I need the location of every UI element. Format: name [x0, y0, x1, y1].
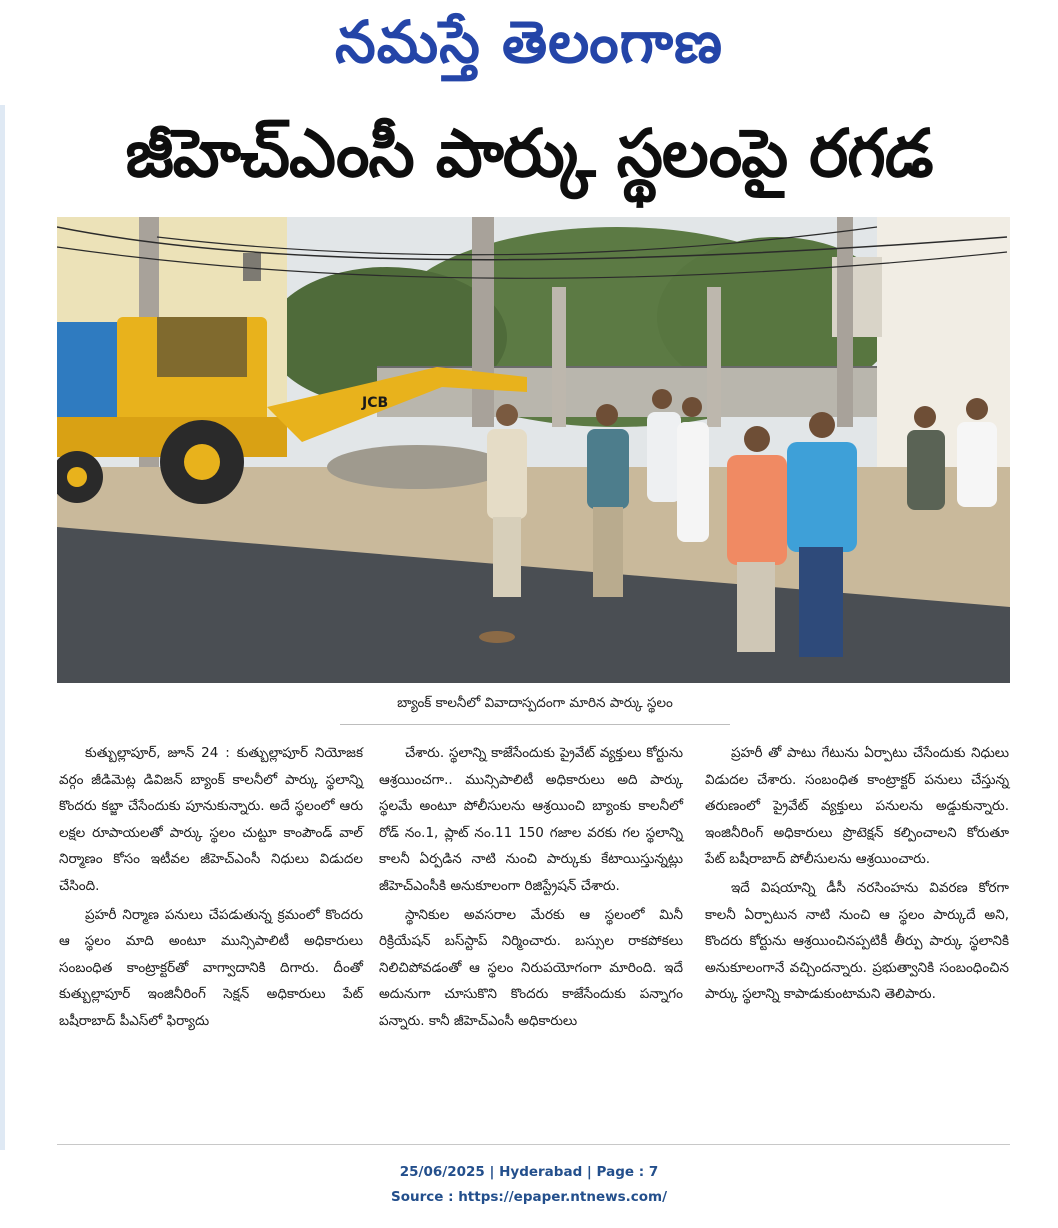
source-link[interactable]: Source : https://epaper.ntnews.com/ — [390, 1189, 668, 1205]
paragraph: కుత్బుల్లాపూర్, జూన్ 24 : కుత్బుల్లాపూర్ నియోజక వర్గం జీడిమెట్ల డివిజన్ బ్యాంక్ కాలనీలో పార్కు స్థలాన్ని కొందరు కబ్జా చేసేందుకు పూనుకున్నారు. అదే స్థలంలో ఆరు లక్షల రూపాయలతో పార్కు స్థలం చుట్టూ కాంపౌండ్ వాల్ నిర్మాణం కోసం ఇటీవల జీహెచ్ఎంసీ నిధులు విడుదల చేసింది. — [59, 745, 363, 894]
article-headline: జీహెచ్ఎంసీ పార్కు స్థలంపై రగడ — [125, 115, 933, 192]
page-footer — [0, 1160, 1058, 1210]
article-column-1 — [59, 740, 363, 1037]
footer-divider — [57, 1144, 1010, 1145]
paragraph: ప్రహరీ తో పాటు గేటును ఏర్పాటు చేసేందుకు నిధులు విడుదల చేశారు. సంబంధిత కాంట్రాక్టర్ పనులు చేస్తున్న తరుణంలో ప్రైవేట్ వ్యక్తులు పనులను అడ్డుకున్నారు. ఇంజినీరింగ్ అధికారులు ప్రొటెక్షన్ కల్పించాలని కోరుతూ పేట్ బషీరాబాద్ పోలీసులను ఆశ్రయించారు. — [705, 745, 1009, 868]
page-edge-strip — [0, 105, 5, 1150]
paragraph: స్థానికుల అవసరాల మేరకు ఆ స్థలంలో మినీ రిక్రియేషన్ బస్‌స్టాప్ నిర్మించారు. బస్సుల రాకపోకలు నిలిచిపోవడంతో ఆ స్థలం నిరుపయోగంగా మారింది. ఇదే అదునుగా చూసుకొని కొందరు కాజేసేందుకు పన్నాగం పన్నారు. కానీ జీహెచ్ఎంసీ అధికారులు — [379, 906, 683, 1029]
article-column-2 — [379, 740, 683, 1037]
photo-illustration — [57, 217, 1010, 683]
caption-divider — [340, 724, 730, 725]
news-photo — [57, 217, 1010, 683]
article-column-3 — [705, 740, 1009, 1010]
paragraph: ప్రహరీ నిర్మాణ పనులు చేపడుతున్న క్రమంలో కొందరు ఆ స్థలం మాది అంటూ మున్సిపాలిటీ అధికారులు సంబంధిత కాంట్రాక్టర్‌తో వాగ్వాదానికి దిగారు. దీంతో కుత్బుల్లాపూర్ ఇంజినీరింగ్ సెక్షన్ అధికారులు పేట్ బషీరాబాద్ పీఎస్‌లో ఫిర్యాదు — [59, 906, 363, 1029]
newspaper-masthead: నమస్తే తెలంగాణ — [335, 8, 723, 76]
article-body — [57, 740, 1010, 1140]
edition-info: 25/06/2025 | Hyderabad | Page : 7 — [399, 1164, 659, 1180]
jcb-label: JCB — [362, 395, 389, 411]
paragraph: చేశారు. స్థలాన్ని కాజేసేందుకు ప్రైవేట్ వ్యక్తులు కోర్టును ఆశ్రయించగా.. మున్సిపాలిటీ అధికారులు అది పార్కు స్థలమే అంటూ పోలీసులను ఆశ్రయించి బ్యాంకు కాలనీలో రోడ్ నం.1, ప్లాట్ నం.11 150 గజాల వరకు గల స్థలాన్ని కాలనీ ఏర్పడిన నాటి నుంచి పార్కుకు కేటాయిస్తున్నట్లు జీహెచ్ఎంసీకి అనుకూలంగా రిజిస్ట్రేషన్ చేశారు. — [379, 745, 683, 894]
paragraph: ఇదే విషయాన్ని డీసీ నరసింహను వివరణ కోరగా కాలనీ ఏర్పాటున నాటి నుంచి ఆ స్థలం పార్కుదే అని, కొందరు కోర్టును ఆశ్రయించినప్పటికీ తీర్పు పార్కు స్థలానికి అనుకూలంగానే వచ్చిందన్నారు. ప్రభుత్వానికి సంబంధించిన పార్కు స్థలాన్ని కాపాడుకుంటామని తెలిపారు. — [705, 879, 1009, 1003]
photo-caption: బ్యాంక్ కాలనీలో వివాదాస్పదంగా మారిన పార్కు స్థలం — [397, 695, 673, 711]
